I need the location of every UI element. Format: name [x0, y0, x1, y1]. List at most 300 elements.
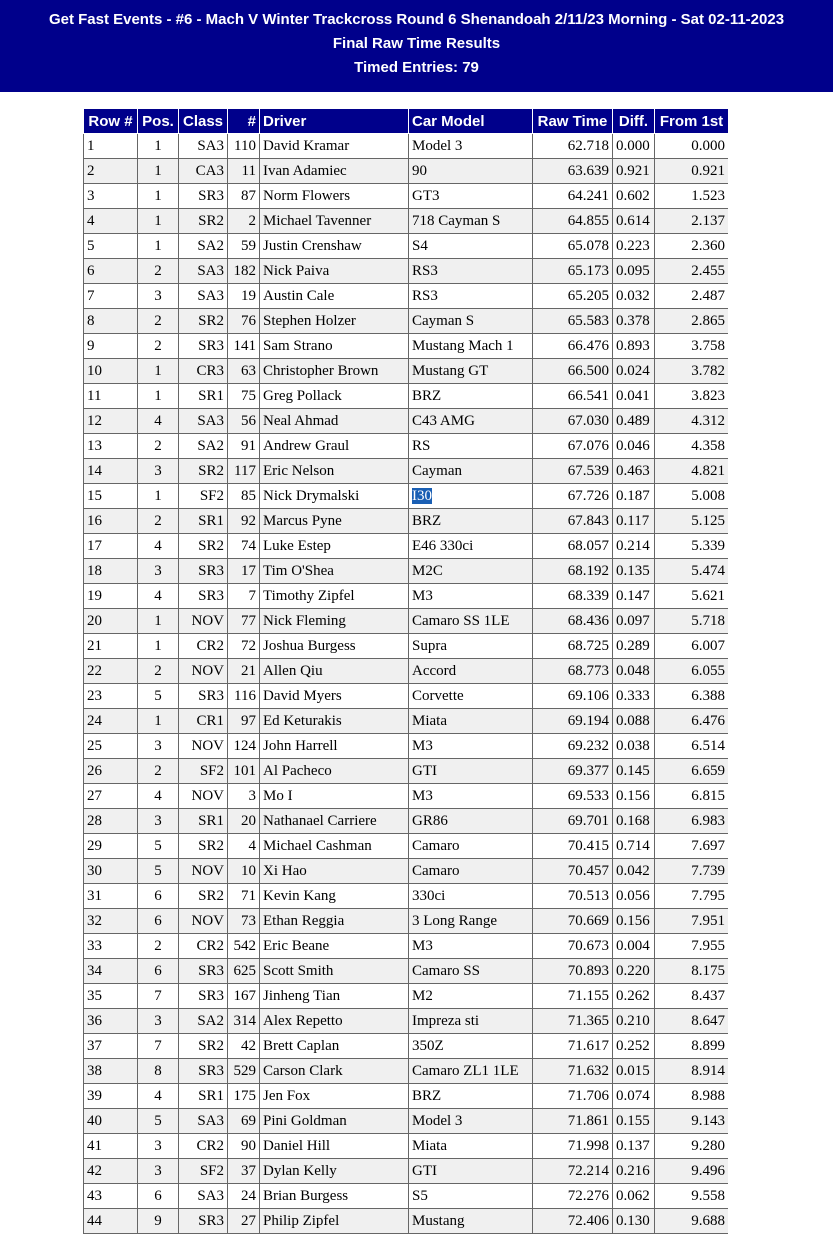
cell-raw-time: 68.057 — [533, 534, 613, 559]
cell-row-number: 8 — [84, 309, 138, 334]
cell-raw-time: 70.669 — [533, 909, 613, 934]
cell-row-number: 35 — [84, 984, 138, 1009]
cell-position: 9 — [138, 1209, 179, 1234]
cell-raw-time: 65.078 — [533, 234, 613, 259]
cell-raw-time: 69.106 — [533, 684, 613, 709]
cell-car-number: 27 — [228, 1209, 260, 1234]
cell-car-model: RS — [409, 434, 533, 459]
cell-raw-time: 69.377 — [533, 759, 613, 784]
cell-car-number: 37 — [228, 1159, 260, 1184]
cell-class: CR2 — [179, 634, 228, 659]
cell-raw-time: 65.205 — [533, 284, 613, 309]
cell-car-model: 90 — [409, 159, 533, 184]
cell-diff: 0.463 — [613, 459, 655, 484]
cell-raw-time: 66.476 — [533, 334, 613, 359]
cell-car-number: 42 — [228, 1034, 260, 1059]
cell-driver: Eric Beane — [260, 934, 409, 959]
cell-car-number: 76 — [228, 309, 260, 334]
cell-diff: 0.155 — [613, 1109, 655, 1134]
table-row — [84, 834, 729, 859]
timed-entries-count: Timed Entries: 79 — [354, 59, 479, 76]
table-row — [84, 784, 729, 809]
cell-car-number: 11 — [228, 159, 260, 184]
cell-car-number: 92 — [228, 509, 260, 534]
table-row — [84, 209, 729, 234]
cell-from-first: 4.312 — [655, 409, 729, 434]
cell-car-model: RS3 — [409, 259, 533, 284]
cell-car-number: 2 — [228, 209, 260, 234]
cell-diff: 0.921 — [613, 159, 655, 184]
cell-class: SR3 — [179, 1209, 228, 1234]
cell-class: NOV — [179, 734, 228, 759]
cell-diff: 0.046 — [613, 434, 655, 459]
cell-car-number: 20 — [228, 809, 260, 834]
table-row — [84, 684, 729, 709]
cell-class: CR2 — [179, 1134, 228, 1159]
cell-position: 6 — [138, 909, 179, 934]
cell-row-number: 36 — [84, 1009, 138, 1034]
cell-position: 4 — [138, 534, 179, 559]
cell-class: SA3 — [179, 409, 228, 434]
table-header-row — [84, 109, 729, 134]
cell-raw-time: 65.583 — [533, 309, 613, 334]
cell-driver: Neal Ahmad — [260, 409, 409, 434]
table-row — [84, 884, 729, 909]
cell-row-number: 33 — [84, 934, 138, 959]
cell-row-number: 42 — [84, 1159, 138, 1184]
cell-position: 1 — [138, 709, 179, 734]
table-row — [84, 934, 729, 959]
cell-driver: Allen Qiu — [260, 659, 409, 684]
col-header-row-number: Row # — [84, 109, 138, 134]
cell-car-model: M2 — [409, 984, 533, 1009]
cell-car-model: 350Z — [409, 1034, 533, 1059]
cell-driver: Ed Keturakis — [260, 709, 409, 734]
cell-row-number: 5 — [84, 234, 138, 259]
cell-class: SA2 — [179, 1009, 228, 1034]
cell-from-first: 7.955 — [655, 934, 729, 959]
cell-from-first: 0.000 — [655, 134, 729, 159]
cell-diff: 0.088 — [613, 709, 655, 734]
cell-driver: Christopher Brown — [260, 359, 409, 384]
results-subtitle: Final Raw Time Results — [332, 35, 501, 52]
table-row — [84, 434, 729, 459]
cell-from-first: 9.688 — [655, 1209, 729, 1234]
cell-row-number: 34 — [84, 959, 138, 984]
cell-car-model: Corvette — [409, 684, 533, 709]
cell-diff: 0.042 — [613, 859, 655, 884]
cell-car-number: 69 — [228, 1109, 260, 1134]
cell-diff: 0.333 — [613, 684, 655, 709]
cell-diff: 0.135 — [613, 559, 655, 584]
cell-position: 3 — [138, 1159, 179, 1184]
cell-row-number: 39 — [84, 1084, 138, 1109]
cell-driver: Norm Flowers — [260, 184, 409, 209]
cell-from-first: 8.437 — [655, 984, 729, 1009]
cell-class: SR3 — [179, 984, 228, 1009]
cell-class: NOV — [179, 859, 228, 884]
cell-diff: 0.004 — [613, 934, 655, 959]
table-row — [84, 309, 729, 334]
cell-position: 3 — [138, 1134, 179, 1159]
cell-raw-time: 70.893 — [533, 959, 613, 984]
cell-raw-time: 70.457 — [533, 859, 613, 884]
cell-from-first: 5.125 — [655, 509, 729, 534]
cell-from-first: 8.914 — [655, 1059, 729, 1084]
table-row — [84, 159, 729, 184]
cell-car-model: M3 — [409, 584, 533, 609]
cell-driver: Daniel Hill — [260, 1134, 409, 1159]
cell-raw-time: 68.192 — [533, 559, 613, 584]
cell-position: 1 — [138, 359, 179, 384]
cell-car-number: 87 — [228, 184, 260, 209]
cell-car-model: M3 — [409, 734, 533, 759]
cell-row-number: 2 — [84, 159, 138, 184]
cell-row-number: 30 — [84, 859, 138, 884]
cell-from-first: 4.821 — [655, 459, 729, 484]
cell-raw-time: 69.232 — [533, 734, 613, 759]
cell-diff: 0.147 — [613, 584, 655, 609]
cell-class: NOV — [179, 659, 228, 684]
results-table — [83, 108, 728, 1234]
table-row — [84, 134, 729, 159]
cell-car-model: Cayman — [409, 459, 533, 484]
cell-diff: 0.038 — [613, 734, 655, 759]
cell-class: SA3 — [179, 1184, 228, 1209]
cell-raw-time: 70.415 — [533, 834, 613, 859]
cell-diff: 0.214 — [613, 534, 655, 559]
cell-row-number: 28 — [84, 809, 138, 834]
cell-row-number: 29 — [84, 834, 138, 859]
cell-car-model: Camaro SS — [409, 959, 533, 984]
cell-diff: 0.095 — [613, 259, 655, 284]
table-row — [84, 1059, 729, 1084]
cell-diff: 0.220 — [613, 959, 655, 984]
cell-class: SR1 — [179, 809, 228, 834]
cell-raw-time: 71.861 — [533, 1109, 613, 1134]
cell-position: 1 — [138, 634, 179, 659]
table-row — [84, 709, 729, 734]
cell-raw-time: 62.718 — [533, 134, 613, 159]
cell-class: SR3 — [179, 559, 228, 584]
cell-driver: Jinheng Tian — [260, 984, 409, 1009]
cell-car-number: 542 — [228, 934, 260, 959]
cell-car-number: 91 — [228, 434, 260, 459]
table-row — [84, 459, 729, 484]
cell-class: CR1 — [179, 709, 228, 734]
results-table-container — [83, 108, 728, 1248]
table-row — [84, 234, 729, 259]
cell-car-model: BRZ — [409, 1084, 533, 1109]
cell-car-number: 124 — [228, 734, 260, 759]
table-row — [84, 659, 729, 684]
col-header-driver: Driver — [260, 109, 409, 134]
cell-raw-time: 65.173 — [533, 259, 613, 284]
cell-car-model: Impreza sti — [409, 1009, 533, 1034]
cell-diff: 0.024 — [613, 359, 655, 384]
cell-position: 3 — [138, 459, 179, 484]
cell-row-number: 15 — [84, 484, 138, 509]
table-row — [84, 984, 729, 1009]
cell-from-first: 7.697 — [655, 834, 729, 859]
cell-car-model: Miata — [409, 1134, 533, 1159]
cell-diff: 0.614 — [613, 209, 655, 234]
cell-row-number: 21 — [84, 634, 138, 659]
table-row — [84, 409, 729, 434]
cell-car-number: 63 — [228, 359, 260, 384]
cell-position: 1 — [138, 234, 179, 259]
cell-driver: Stephen Holzer — [260, 309, 409, 334]
cell-class: SR3 — [179, 584, 228, 609]
cell-car-number: 314 — [228, 1009, 260, 1034]
table-row — [84, 334, 729, 359]
cell-row-number: 44 — [84, 1209, 138, 1234]
cell-raw-time: 64.241 — [533, 184, 613, 209]
cell-row-number: 22 — [84, 659, 138, 684]
cell-diff: 0.056 — [613, 884, 655, 909]
cell-position: 6 — [138, 1184, 179, 1209]
cell-row-number: 13 — [84, 434, 138, 459]
cell-position: 1 — [138, 384, 179, 409]
cell-diff: 0.032 — [613, 284, 655, 309]
cell-raw-time: 71.365 — [533, 1009, 613, 1034]
cell-car-model: Supra — [409, 634, 533, 659]
cell-row-number: 24 — [84, 709, 138, 734]
cell-raw-time: 70.673 — [533, 934, 613, 959]
cell-raw-time: 64.855 — [533, 209, 613, 234]
cell-driver: Michael Cashman — [260, 834, 409, 859]
cell-position: 3 — [138, 734, 179, 759]
cell-car-model: S5 — [409, 1184, 533, 1209]
cell-position: 4 — [138, 784, 179, 809]
cell-from-first: 1.523 — [655, 184, 729, 209]
cell-class: SR2 — [179, 209, 228, 234]
cell-car-number: 182 — [228, 259, 260, 284]
col-header-class: Class — [179, 109, 228, 134]
cell-diff: 0.048 — [613, 659, 655, 684]
cell-car-number: 167 — [228, 984, 260, 1009]
cell-position: 8 — [138, 1059, 179, 1084]
col-header-raw-time: Raw Time — [533, 109, 613, 134]
cell-car-model: BRZ — [409, 384, 533, 409]
cell-driver: Nathanael Carriere — [260, 809, 409, 834]
cell-car-number: 75 — [228, 384, 260, 409]
table-row — [84, 809, 729, 834]
cell-diff: 0.602 — [613, 184, 655, 209]
cell-driver: Pini Goldman — [260, 1109, 409, 1134]
cell-car-number: 141 — [228, 334, 260, 359]
cell-car-number: 24 — [228, 1184, 260, 1209]
cell-car-number: 529 — [228, 1059, 260, 1084]
cell-from-first: 2.865 — [655, 309, 729, 334]
cell-class: SR3 — [179, 1059, 228, 1084]
cell-row-number: 16 — [84, 509, 138, 534]
cell-position: 2 — [138, 934, 179, 959]
cell-diff: 0.145 — [613, 759, 655, 784]
cell-driver: Nick Paiva — [260, 259, 409, 284]
cell-row-number: 43 — [84, 1184, 138, 1209]
cell-position: 1 — [138, 134, 179, 159]
cell-car-model: 3 Long Range — [409, 909, 533, 934]
cell-raw-time: 67.843 — [533, 509, 613, 534]
cell-raw-time: 68.773 — [533, 659, 613, 684]
cell-raw-time: 71.617 — [533, 1034, 613, 1059]
cell-from-first: 9.280 — [655, 1134, 729, 1159]
cell-diff: 0.714 — [613, 834, 655, 859]
cell-car-model: GTI — [409, 759, 533, 784]
cell-car-number: 7 — [228, 584, 260, 609]
cell-from-first: 7.739 — [655, 859, 729, 884]
cell-position: 2 — [138, 434, 179, 459]
cell-raw-time: 69.194 — [533, 709, 613, 734]
cell-from-first: 7.795 — [655, 884, 729, 909]
table-row — [84, 484, 729, 509]
cell-position: 4 — [138, 1084, 179, 1109]
cell-class: SR2 — [179, 1034, 228, 1059]
cell-raw-time: 66.500 — [533, 359, 613, 384]
cell-position: 5 — [138, 684, 179, 709]
table-row — [84, 1084, 729, 1109]
table-row — [84, 859, 729, 884]
table-row — [84, 1134, 729, 1159]
cell-raw-time: 72.406 — [533, 1209, 613, 1234]
cell-diff: 0.289 — [613, 634, 655, 659]
cell-car-number: 73 — [228, 909, 260, 934]
cell-row-number: 37 — [84, 1034, 138, 1059]
table-row — [84, 184, 729, 209]
results-table-body — [84, 134, 729, 1234]
cell-row-number: 17 — [84, 534, 138, 559]
cell-diff: 0.210 — [613, 1009, 655, 1034]
table-row — [84, 1109, 729, 1134]
cell-car-model: E46 330ci — [409, 534, 533, 559]
cell-row-number: 27 — [84, 784, 138, 809]
cell-position: 3 — [138, 559, 179, 584]
cell-car-number: 3 — [228, 784, 260, 809]
cell-row-number: 10 — [84, 359, 138, 384]
cell-row-number: 41 — [84, 1134, 138, 1159]
cell-raw-time: 68.339 — [533, 584, 613, 609]
cell-car-model: S4 — [409, 234, 533, 259]
cell-row-number: 40 — [84, 1109, 138, 1134]
cell-car-model: Mustang — [409, 1209, 533, 1234]
table-row — [84, 1159, 729, 1184]
cell-car-model: M2C — [409, 559, 533, 584]
cell-position: 3 — [138, 284, 179, 309]
cell-class: CR3 — [179, 359, 228, 384]
event-title: Get Fast Events - #6 - Mach V Winter Trackcross Round 6 Shenandoah 2/11/23 Morning - Sat 02-11-2023 — [48, 11, 785, 28]
cell-car-number: 59 — [228, 234, 260, 259]
cell-from-first: 3.823 — [655, 384, 729, 409]
cell-position: 6 — [138, 884, 179, 909]
cell-car-model: Model 3 — [409, 1109, 533, 1134]
cell-from-first: 6.055 — [655, 659, 729, 684]
cell-car-number: 17 — [228, 559, 260, 584]
col-header-diff: Diff. — [613, 109, 655, 134]
cell-car-model: C43 AMG — [409, 409, 533, 434]
cell-car-number: 90 — [228, 1134, 260, 1159]
cell-row-number: 23 — [84, 684, 138, 709]
cell-raw-time: 71.706 — [533, 1084, 613, 1109]
cell-row-number: 14 — [84, 459, 138, 484]
cell-position: 2 — [138, 334, 179, 359]
cell-row-number: 19 — [84, 584, 138, 609]
cell-raw-time: 68.725 — [533, 634, 613, 659]
cell-from-first: 2.455 — [655, 259, 729, 284]
cell-row-number: 12 — [84, 409, 138, 434]
cell-from-first: 6.815 — [655, 784, 729, 809]
cell-raw-time: 72.276 — [533, 1184, 613, 1209]
cell-position: 7 — [138, 1034, 179, 1059]
cell-car-model: Mustang Mach 1 — [409, 334, 533, 359]
cell-raw-time: 71.155 — [533, 984, 613, 1009]
cell-from-first: 8.647 — [655, 1009, 729, 1034]
cell-from-first: 6.983 — [655, 809, 729, 834]
cell-position: 1 — [138, 484, 179, 509]
table-row — [84, 359, 729, 384]
cell-class: SF2 — [179, 759, 228, 784]
cell-car-number: 10 — [228, 859, 260, 884]
cell-from-first: 4.358 — [655, 434, 729, 459]
cell-class: SA2 — [179, 434, 228, 459]
cell-position: 5 — [138, 1109, 179, 1134]
cell-row-number: 6 — [84, 259, 138, 284]
cell-class: SA3 — [179, 284, 228, 309]
cell-class: SR2 — [179, 534, 228, 559]
col-header-car-model: Car Model — [409, 109, 533, 134]
cell-row-number: 25 — [84, 734, 138, 759]
cell-car-number: 117 — [228, 459, 260, 484]
cell-position: 2 — [138, 259, 179, 284]
cell-class: SR2 — [179, 459, 228, 484]
cell-driver: Timothy Zipfel — [260, 584, 409, 609]
cell-driver: Luke Estep — [260, 534, 409, 559]
cell-car-model: M3 — [409, 934, 533, 959]
cell-driver: Greg Pollack — [260, 384, 409, 409]
cell-class: SA3 — [179, 259, 228, 284]
cell-driver: Ethan Reggia — [260, 909, 409, 934]
cell-row-number: 9 — [84, 334, 138, 359]
cell-driver: Mo I — [260, 784, 409, 809]
cell-diff: 0.223 — [613, 234, 655, 259]
cell-car-number: 97 — [228, 709, 260, 734]
cell-driver: Andrew Graul — [260, 434, 409, 459]
cell-car-model: BRZ — [409, 509, 533, 534]
cell-class: NOV — [179, 784, 228, 809]
cell-driver: Austin Cale — [260, 284, 409, 309]
cell-from-first: 6.659 — [655, 759, 729, 784]
cell-position: 1 — [138, 609, 179, 634]
cell-driver: Brett Caplan — [260, 1034, 409, 1059]
cell-raw-time: 69.533 — [533, 784, 613, 809]
cell-driver: Eric Nelson — [260, 459, 409, 484]
cell-car-model: 718 Cayman S — [409, 209, 533, 234]
cell-from-first: 9.496 — [655, 1159, 729, 1184]
cell-driver: Ivan Adamiec — [260, 159, 409, 184]
cell-car-number: 72 — [228, 634, 260, 659]
cell-row-number: 11 — [84, 384, 138, 409]
cell-from-first: 5.474 — [655, 559, 729, 584]
cell-raw-time: 70.513 — [533, 884, 613, 909]
table-row — [84, 909, 729, 934]
cell-row-number: 26 — [84, 759, 138, 784]
cell-driver: Sam Strano — [260, 334, 409, 359]
cell-car-model: 330ci — [409, 884, 533, 909]
cell-car-model: Camaro — [409, 834, 533, 859]
cell-car-number: 19 — [228, 284, 260, 309]
cell-from-first: 8.988 — [655, 1084, 729, 1109]
cell-car-model — [409, 484, 533, 509]
